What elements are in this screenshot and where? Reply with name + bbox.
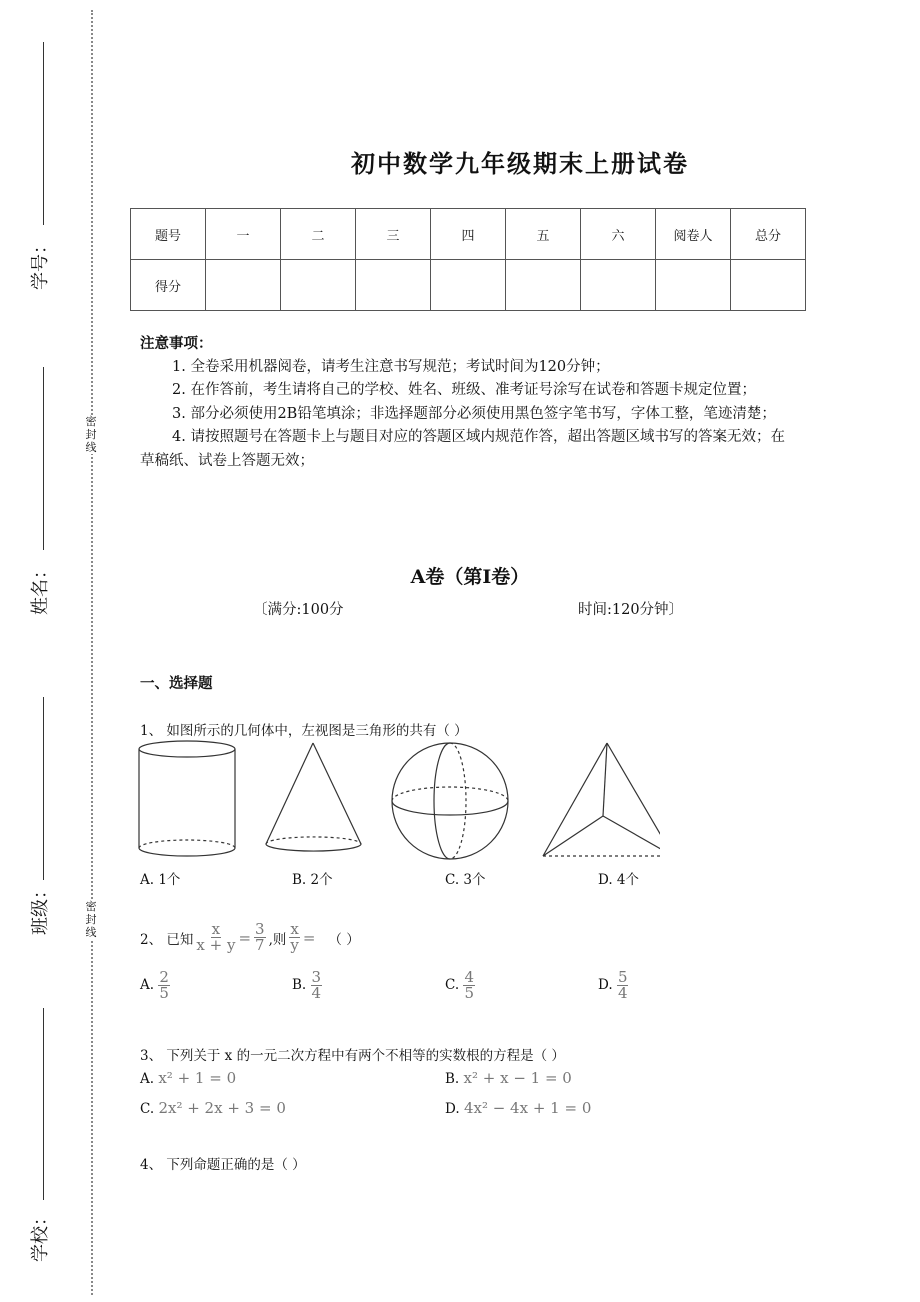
equals: = bbox=[302, 928, 316, 947]
page-title: 初中数学九年级期末上册试卷 bbox=[351, 149, 689, 178]
table-header: 四 bbox=[431, 209, 506, 260]
fraction: $\frac{x}{x + y}$ bbox=[196, 920, 236, 954]
question-4-stem: 4、 下列命题正确的是（ ） bbox=[140, 1157, 306, 1173]
option-b[interactable]: B. 2个 bbox=[292, 872, 333, 888]
note-item: 3. 部分必须使用2B铅笔填涂；非选择题部分必须使用黑色签字笔书写，字体工整，笔迹清楚； bbox=[172, 405, 776, 422]
score-cell[interactable] bbox=[581, 260, 656, 311]
option-a[interactable]: A. $\frac{2}{5}$ bbox=[140, 968, 169, 1002]
student-id-line[interactable] bbox=[43, 42, 44, 225]
exam-time: 时间:120分钟〕 bbox=[578, 602, 684, 618]
school-line[interactable] bbox=[43, 1008, 44, 1200]
sphere-figure bbox=[392, 743, 508, 859]
q2-text: 2、 已知 bbox=[140, 931, 194, 948]
score-row-label: 得分 bbox=[131, 260, 206, 311]
note-item: 2. 在作答前，考生请将自己的学校、姓名、班级、准考证号涂写在试卷和答题卡规定位置； bbox=[172, 382, 756, 398]
table-header: 一 bbox=[206, 209, 281, 260]
section-title: A卷（第I卷） bbox=[410, 566, 530, 588]
table-header: 总分 bbox=[731, 209, 806, 260]
student-id-label: 学号： bbox=[30, 236, 51, 290]
score-cell[interactable] bbox=[431, 260, 506, 311]
option-b[interactable]: B. $\frac{3}{4}$ bbox=[292, 968, 322, 1002]
option-d[interactable]: D. 4个 bbox=[598, 872, 640, 888]
cylinder-figure bbox=[139, 741, 235, 856]
class-line[interactable] bbox=[43, 697, 44, 880]
option-c[interactable]: C. $\frac{4}{5}$ bbox=[445, 968, 474, 1002]
full-marks: 〔满分:100分 bbox=[253, 602, 344, 618]
class-label: 班级： bbox=[30, 881, 51, 935]
question-2-stem bbox=[140, 922, 360, 953]
name-label: 姓名： bbox=[30, 561, 51, 615]
equals: = bbox=[238, 928, 252, 947]
cone-figure bbox=[266, 743, 361, 851]
notes-heading: 注意事项： bbox=[140, 335, 213, 352]
score-cell[interactable] bbox=[281, 260, 356, 311]
fraction: $\frac{3}{7}$ bbox=[255, 920, 265, 954]
q2-text: ,则 bbox=[268, 931, 287, 948]
score-cell[interactable] bbox=[356, 260, 431, 311]
notes bbox=[140, 332, 790, 473]
seal-dotted-line bbox=[91, 10, 93, 1295]
option-a[interactable]: A. x² + 1 = 0 bbox=[140, 1069, 237, 1087]
table-header: 三 bbox=[356, 209, 431, 260]
school-label: 学校： bbox=[30, 1208, 51, 1262]
geometry-figures bbox=[130, 738, 660, 863]
table-header: 六 bbox=[581, 209, 656, 260]
part-heading: 一、选择题 bbox=[140, 675, 213, 692]
table-header: 题号 bbox=[131, 209, 206, 260]
option-d[interactable]: D. $\frac{5}{4}$ bbox=[598, 968, 628, 1002]
note-item: 4. 请按照题号在答题卡上与题目对应的答题区域内规范作答，超出答题区域书写的答案无效；在草稿纸、试卷上答题无效； bbox=[140, 429, 785, 469]
option-c[interactable]: C. 3个 bbox=[445, 872, 486, 888]
option-a[interactable]: A. 1个 bbox=[140, 872, 181, 888]
score-cell[interactable] bbox=[506, 260, 581, 311]
score-cell[interactable] bbox=[731, 260, 806, 311]
seal-label: 密封线 bbox=[85, 900, 97, 939]
seal-label: 密封线 bbox=[85, 415, 97, 454]
question-3-stem: 3、 下列关于 x 的一元二次方程中有两个不相等的实数根的方程是（ ） bbox=[140, 1048, 565, 1064]
table-header: 五 bbox=[506, 209, 581, 260]
option-d[interactable]: D. 4x² − 4x + 1 = 0 bbox=[445, 1099, 592, 1117]
note-item: 1. 全卷采用机器阅卷，请考生注意书写规范；考试时间为120分钟； bbox=[172, 358, 610, 375]
score-table bbox=[130, 208, 806, 311]
answer-paren: （ ） bbox=[328, 931, 360, 948]
option-c[interactable]: C. 2x² + 2x + 3 = 0 bbox=[140, 1099, 286, 1117]
question-1-stem: 1、 如图所示的几何体中，左视图是三角形的共有（ ） bbox=[140, 723, 468, 739]
score-cell[interactable] bbox=[656, 260, 731, 311]
table-header: 二 bbox=[281, 209, 356, 260]
option-b[interactable]: B. x² + x − 1 = 0 bbox=[445, 1069, 572, 1087]
score-cell[interactable] bbox=[206, 260, 281, 311]
name-line[interactable] bbox=[43, 367, 44, 550]
tetrahedron-figure bbox=[543, 743, 660, 856]
fraction: $\frac{x}{y}$ bbox=[290, 920, 299, 954]
table-header: 阅卷人 bbox=[656, 209, 731, 260]
